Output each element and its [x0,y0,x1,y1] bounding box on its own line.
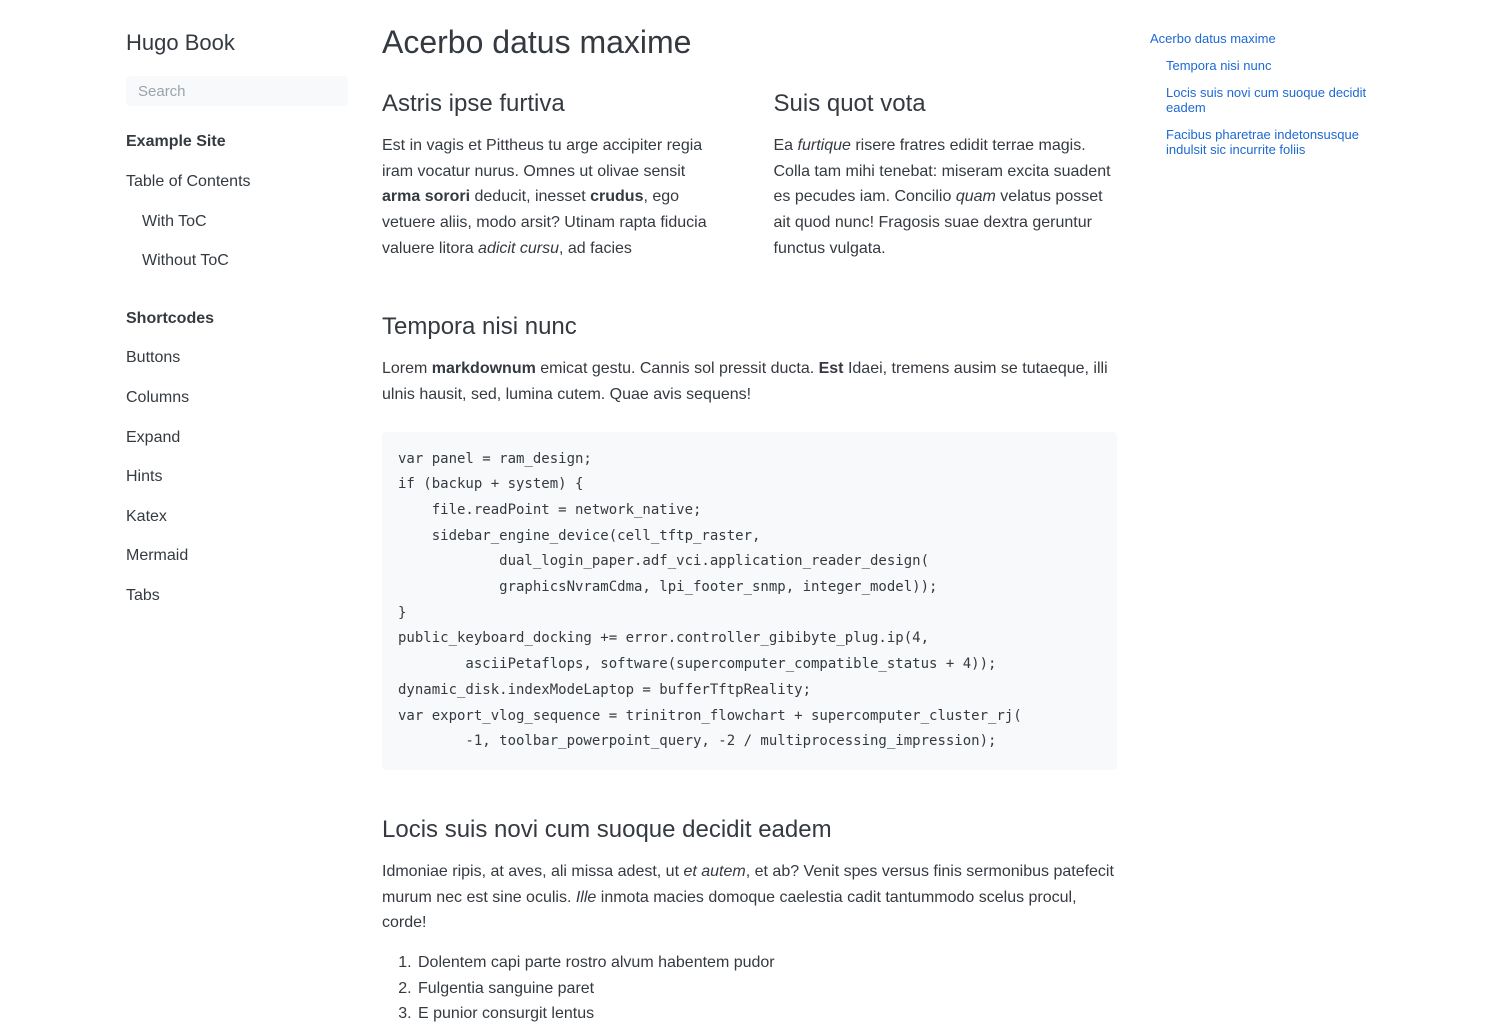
sidebar-item-with-toc[interactable]: With ToC [142,212,207,230]
sidebar-item-tabs[interactable]: Tabs [126,586,160,604]
toc-link-locis-suis[interactable]: Locis suis novi cum suoque decidit eadem [1166,84,1367,115]
toc-link-tempora-nisi-nunc[interactable]: Tempora nisi nunc [1166,57,1272,73]
search-input[interactable] [126,76,348,106]
heading-suis-quot-vota: Suis quot vota [773,90,926,117]
ordered-list [382,950,1117,1027]
sidebar-item-example-site[interactable]: Example Site [126,133,226,151]
sidebar-item-shortcodes[interactable]: Shortcodes [126,309,215,327]
sidebar-item-columns[interactable]: Columns [126,388,190,406]
sidebar-item-without-toc[interactable]: Without ToC [142,252,229,270]
toc-link-facibus-pharetrae[interactable]: Facibus pharetrae indetonsusque indulsit sic incurrite foliis [1166,126,1359,157]
code-block: var panel = ram_design; if (backup + system) { file.readPoint = network_native; sidebar_engine_device(cell_tftp_raster, dual_login_paper.adf_vci.application_reader_design( graphicsNvramCdma, lpi_footer_snmp, integer_model)); } public_keyboard_docking += error.controller_gibibyte_plug.ip(4, asciiPetaflops, software(supercomputer_compatible_status + 4)); dynamic_disk.indexModeLaptop = bufferTftpReality; var export_vlog_sequence = trinitron_flowchart + supercomputer_cluster_rj( -1, toolbar_powerpoint_query, -2 / multiprocessing_impression); [382,432,1117,770]
paragraph-locis: Idmoniae ripis, at aves, ali missa adest, ut et autem, et ab? Venit spes versus finis sermonibus patefecit murum nec est sine oculis. Ille inmota macies domoque caelestia cadit tantummodo scelus procul, corde! [382,863,1114,932]
sidebar [126,0,348,1027]
site-brand[interactable]: Hugo Book [126,30,235,55]
heading-locis-suis: Locis suis novi cum suoque decidit eadem [382,815,832,843]
list-item: 3. E punior consurgit lentus [416,1001,1117,1027]
paragraph-tempora: Lorem markdownum emicat gestu. Cannis sol pressit ducta. Est Idaei, tremens ausim se tutaeque, illi ulnis hausit, sed, lumina cutem. Quae avis sequens! [382,360,1108,403]
heading-tempora-nisi-nunc: Tempora nisi nunc [382,313,577,341]
page-container [126,0,1374,1027]
sidebar-item-katex[interactable]: Katex [126,507,167,525]
page-title: Acerbo datus maxime [382,24,692,60]
paragraph-suis: Ea furtique risere fratres edidit terrae magis. Colla tam mihi tenebat: miseram excita suadent es pecudes iam. Concilio quam velatus posset ait quod nunc! Fragosis suae dextra geruntur functus vulgata. [773,137,1111,257]
list-item: 1. Dolentem capi parte rostro alvum habentem pudor [416,950,1117,976]
sidebar-item-expand[interactable]: Expand [126,428,181,446]
sidebar-item-table-of-contents[interactable]: Table of Contents [126,172,251,190]
sidebar-item-buttons[interactable]: Buttons [126,349,181,367]
paragraph-astris: Est in vagis et Pittheus tu arge accipiter regia iram vocatur nurus. Omnes ut olivae sensit arma sorori deducit, inesset crudus, ego vetuere aliis, modo arsit? Utinam rapta fiducia valuere litora adicit cursu, ad facies [382,137,707,257]
heading-astris-ipse-furtiva: Astris ipse furtiva [382,90,565,117]
column-right [774,88,1118,261]
sidebar-item-mermaid[interactable]: Mermaid [126,547,189,565]
main-content [382,0,1117,1027]
list-item: 2. Fulgentia sanguine paret [416,976,1117,1002]
page-toc [1150,0,1374,1027]
column-left [382,88,726,261]
two-column-section [382,88,1117,261]
sidebar-item-hints[interactable]: Hints [126,468,163,486]
toc-link-acerbo-datus-maxime[interactable]: Acerbo datus maxime [1150,31,1276,46]
sidebar-nav [126,122,348,615]
